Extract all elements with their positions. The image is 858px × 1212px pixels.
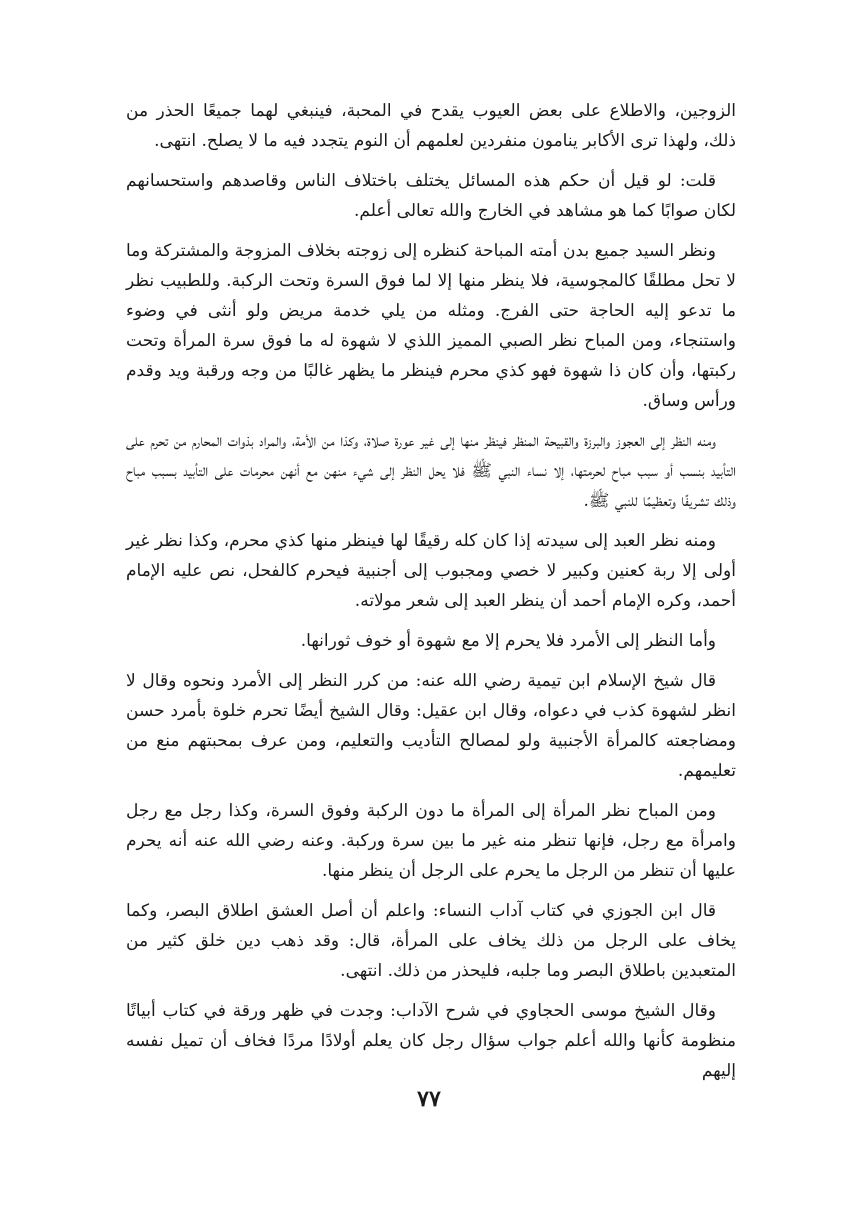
paragraph: ومن المباح نظر المرأة إلى المرأة ما دون الركبة وفوق السرة، وكذا رجل مع رجل وامرأة مع رجل، فإنها تنظر منه غير ما بين سرة وركبة. وعنه رضي الله عنه أنه يحرم عليها أن تنظر من الرجل ما يحرم على الرجل أن ينظر منها. [126, 801, 736, 881]
paragraph: قلت: لو قيل أن حكم هذه المسائل يختلف باختلاف الناس وقاصدهم واستحسانهم لكان صوابًا كما هو مشاهد في الخارج والله تعالى أعلم. [126, 171, 736, 221]
paragraph: ومنه النظر إلى العجوز والبرزة والقبيحة المنظر فينظر منها إلى غير عورة صلاة، وكذا من الأمة، والمراد بذوات المحارم من تحرم على التأبيد بنسب أو سبب مباح لحرمتها، إلا نساء النبي ﷺ فلا يحل النظر إلى شيء منهن مع أنهن محرمات على التأبيد بسبب مباح وذلك تشريفًا وتعظيمًا للنبي ﷺ. [126, 431, 736, 511]
paragraph: وقال الشيخ موسى الحجاوي في شرح الآداب: وجدت في ظهر ورقة في كتاب أبياتًا منظومة كأنها والله أعلم جواب سؤال رجل كان يعلم أولادًا مردًا فخاف أن تميل نفسه إليهم [126, 1001, 736, 1081]
page-number: ٧٧ [417, 1086, 441, 1112]
paragraph: الزوجين، والاطلاع على بعض العيوب يقدح في المحبة، فينبغي لهما جميعًا الحذر من ذلك، ولهذا ترى الأكابر ينامون منفردين لعلمهم أن النوم يتجدد فيه ما لا يصلح. انتهى. [126, 101, 736, 151]
page-body [126, 96, 736, 1096]
paragraph: ونظر السيد جميع بدن أمته المباحة كنظره إلى زوجته بخلاف المزوجة والمشتركة وما لا تحل مطلقًا كالمجوسية، فلا ينظر منها إلا لما فوق السرة وتحت الركبة. وللطبيب نظر ما تدعو إليه الحاجة حتى الفرج. ومثله من يلي خدمة مريض ولو أنثى في وضوء واستنجاء، ومن المباح نظر الصبي المميز اللذي لا شهوة له ما فوق سرة المرأة وتحت ركبتها، وأن كان ذا شهوة فهو كذي محرم فينظر ما يظهر غالبًا من وجه ورقبة ويد وقدم ورأس وساق. [126, 241, 736, 411]
paragraph: وأما النظر إلى الأمرد فلا يحرم إلا مع شهوة أو خوف ثورانها. [300, 631, 716, 651]
paragraph: قال شيخ الإسلام ابن تيمية رضي الله عنه: من كرر النظر إلى الأمرد ونحوه وقال لا انظر لشهوة كذب في دعواه، وقال ابن عقيل: وقال الشيخ أيضًا تحرم خلوة بأمرد حسن ومضاجعته كالمرأة الأجنبية ولو لمصالح التأديب والتعليم، ومن عرف بمحبتهم منع من تعليمهم. [126, 671, 736, 781]
paragraph: ومنه نظر العبد إلى سيدته إذا كان كله رقيقًا لها فينظر منها كذي محرم، وكذا نظر غير أولى إلا ربة كعنين وكبير لا خصي ومجبوب إلى أجنبية فيحرم كالفحل، نص عليه الإمام أحمد، وكره الإمام أحمد أن ينظر العبد إلى شعر مولاته. [126, 531, 736, 611]
paragraph: قال ابن الجوزي في كتاب آداب النساء: واعلم أن أصل العشق اطلاق البصر، وكما يخاف على الرجل من ذلك يخاف على المرأة، قال: وقد ذهب دين خلق كثير من المتعبدين باطلاق البصر وما جلبه، فليحذر من ذلك. انتهى. [126, 901, 736, 981]
